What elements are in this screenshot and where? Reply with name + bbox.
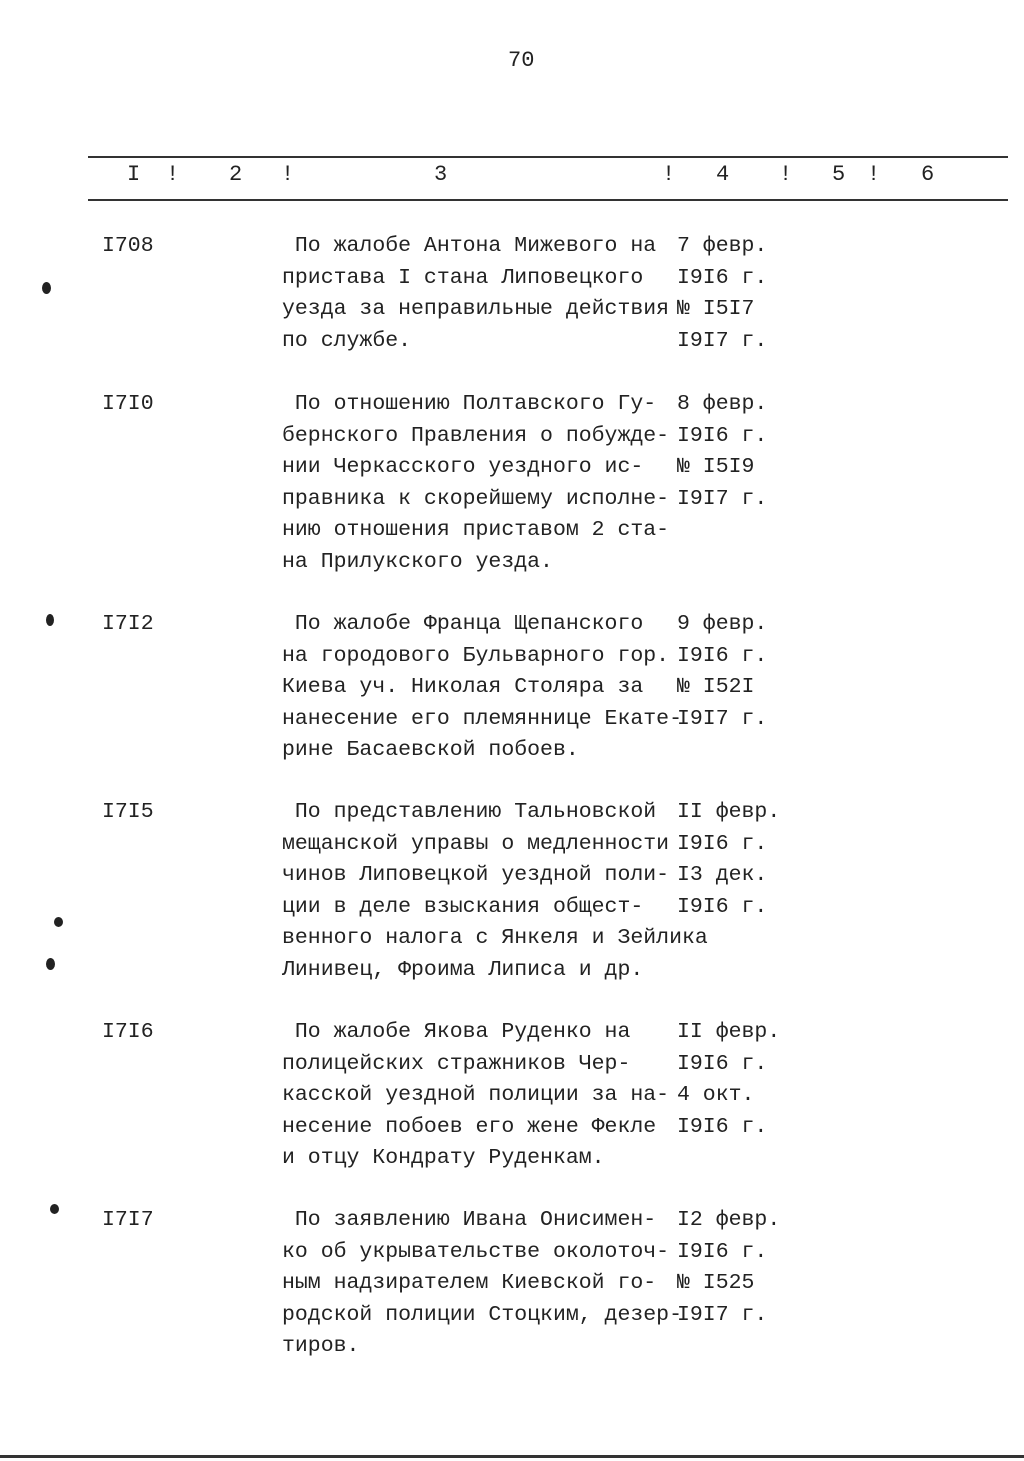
entry-description (282, 231, 669, 357)
description-line: нию отношения приставом 2 ста- (282, 518, 670, 542)
description-line: и отцу Кондрату Руденкам. (282, 1146, 605, 1170)
column-separator: ! (281, 162, 295, 187)
punch-mark (46, 958, 55, 970)
description-line: пристава I стана Липовецкого (282, 265, 644, 290)
date-line: II февр. (677, 800, 781, 824)
date-line: I9I6 г. (677, 1239, 768, 1264)
column-header-6: 6 (921, 162, 935, 187)
date-line: I9I7 г. (677, 706, 768, 731)
description-line: ным надзирателем Киевской го- (282, 1271, 657, 1295)
date-line: I9I6 г. (677, 1051, 768, 1076)
description-line: нии Черкасского уездного ис- (282, 455, 644, 479)
column-separator: ! (662, 162, 676, 187)
description-line: венного налога с Янкеля и Зейлика (282, 926, 708, 950)
description-line: чинов Липовецкой уездной поли- (282, 863, 670, 887)
column-separator: ! (867, 162, 881, 187)
description-line: По представлению Тальновской (282, 800, 657, 824)
description-line: полицейских стражников Чер- (282, 1051, 631, 1076)
description-line: По заявлению Ивана Онисимен- (282, 1208, 657, 1232)
punch-mark (42, 282, 51, 294)
column-header-5: 5 (832, 162, 846, 187)
description-line: По отношению Полтавского Гу- (282, 392, 657, 416)
description-line: на Прилукского уезда. (282, 549, 553, 574)
description-line: тиров. (282, 1334, 360, 1358)
entry-description (282, 797, 708, 986)
date-line: I9I6 г. (677, 265, 768, 290)
date-line: I2 февр. (677, 1208, 781, 1232)
description-line: нанесение его племяннице Екате- (282, 706, 682, 731)
entry-dates (677, 231, 767, 357)
column-separator: ! (166, 162, 180, 187)
column-header-3: 3 (434, 162, 448, 187)
entry-number: I7I6 (102, 1020, 154, 1044)
bottom-edge-rule (0, 1455, 1024, 1458)
entry-dates (677, 1205, 780, 1331)
page-number: 70 (508, 48, 535, 73)
description-line: По жалобе Якова Руденко на (282, 1020, 631, 1044)
column-header-4: 4 (716, 162, 730, 187)
entry-dates (677, 609, 767, 735)
description-line: мещанской управы о медленности (282, 831, 670, 856)
entry-number: I7I0 (102, 392, 154, 416)
entry-number: I7I5 (102, 800, 154, 824)
description-line: по службе. (282, 328, 412, 353)
entry-description (282, 609, 682, 767)
header-bottom-rule (88, 199, 1008, 201)
date-line: I9I6 г. (677, 643, 768, 668)
description-line: Киева уч. Николая Столяра за (282, 675, 644, 699)
description-line: бернского Правления о побужде- (282, 423, 670, 448)
entry-number: I7I2 (102, 612, 154, 636)
entry-dates (677, 1017, 780, 1143)
date-line: I9I7 г. (677, 1302, 768, 1327)
date-line: 7 февр. (677, 234, 768, 258)
entry-description (282, 1017, 669, 1175)
date-line: I9I6 г. (677, 831, 768, 856)
description-line: касской уездной полиции за на- (282, 1083, 670, 1107)
entry-description (282, 1205, 682, 1363)
date-line: I9I7 г. (677, 328, 768, 353)
column-header-2: 2 (229, 162, 243, 187)
date-line: № I5I9 (677, 455, 755, 479)
description-line: По жалобе Франца Щепанского (282, 612, 644, 636)
punch-mark (46, 614, 54, 626)
description-line: родской полиции Стоцким, дезер- (282, 1302, 682, 1327)
entry-dates (677, 797, 780, 923)
column-separator: ! (779, 162, 793, 187)
date-line: I9I6 г. (677, 894, 768, 919)
date-line: I9I6 г. (677, 1114, 768, 1139)
date-line: I3 дек. (677, 863, 768, 887)
entry-description (282, 389, 669, 578)
description-line: на городового Бульварного гор. (282, 643, 670, 668)
date-line: № I52I (677, 675, 755, 699)
entry-number: I7I7 (102, 1208, 154, 1232)
description-line: уезда за неправильные действия (282, 297, 670, 321)
date-line: 9 февр. (677, 612, 768, 636)
description-line: рине Басаевской побоев. (282, 738, 579, 762)
date-line: I9I6 г. (677, 423, 768, 448)
description-line: ко об укрывательстве околоточ- (282, 1239, 670, 1264)
entry-dates (677, 389, 767, 515)
date-line: II февр. (677, 1020, 781, 1044)
description-line: ции в деле взыскания общест- (282, 894, 644, 919)
description-line: несение побоев его жене Фекле (282, 1114, 657, 1139)
description-line: правника к скорейшему исполне- (282, 486, 670, 511)
date-line: I9I7 г. (677, 486, 768, 511)
punch-mark (54, 917, 63, 927)
date-line: № I525 (677, 1271, 755, 1295)
punch-mark (50, 1204, 59, 1214)
header-top-rule (88, 156, 1008, 158)
description-line: По жалобе Антона Мижевого на (282, 234, 657, 258)
entry-number: I708 (102, 234, 154, 258)
date-line: 4 окт. (677, 1083, 755, 1107)
column-header-1: I (127, 162, 141, 187)
description-line: Линивец, Фроима Липиса и др. (282, 957, 644, 982)
date-line: 8 февр. (677, 392, 768, 416)
date-line: № I5I7 (677, 297, 755, 321)
